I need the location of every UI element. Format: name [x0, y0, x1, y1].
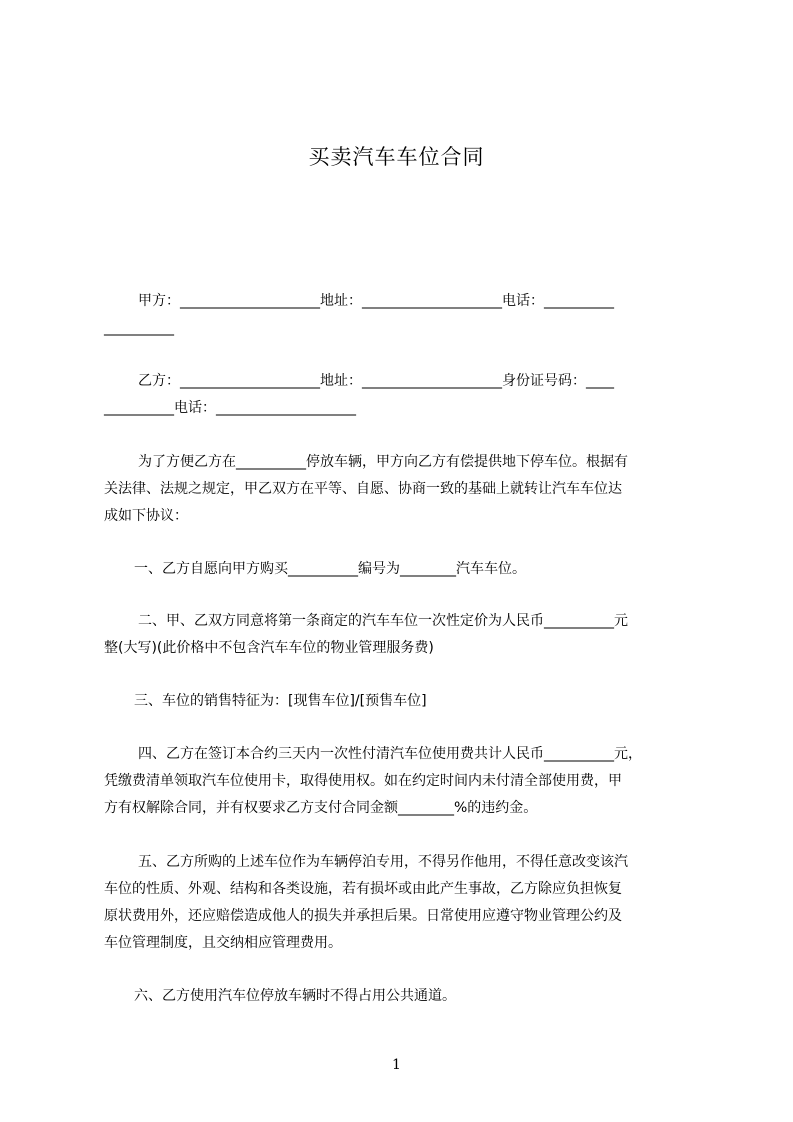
clause-4-line-2: 凭缴费清单领取汽车位使用卡，取得使用权。如在约定时间内未付清全部使用费，甲: [104, 773, 622, 789]
preamble-line-3: 成如下协议：: [104, 508, 188, 524]
party-a-line: 甲方：____________________地址：____________________电话：__________: [138, 293, 614, 309]
clause-3: 三、车位的销售特征为：[现售车位]/[预售车位]: [134, 693, 427, 709]
clause-2-line-2: 整(大写)(此价格中不包含汽车车位的物业管理服务费): [104, 640, 434, 656]
preamble-line-1: 为了方便乙方在__________停放车辆，甲方向乙方有偿提供地下停车位。根据有: [138, 454, 628, 470]
preamble-line-2: 关法律、法规之规定，甲乙双方在平等、自愿、协商一致的基础上就转让汽车车位达: [104, 481, 622, 497]
clause-4-line-1: 四、乙方在签订本合约三天内一次性付清汽车位使用费共计人民币__________元，: [138, 746, 642, 762]
page-title: 买卖汽车车位合同: [308, 145, 485, 169]
party-b-line-cont: __________电话：____________________: [104, 400, 356, 416]
clause-5-line-4: 车位管理制度，且交纳相应管理费用。: [104, 935, 342, 951]
party-b-line: 乙方：____________________地址：____________________身份证号码：____: [138, 373, 614, 389]
party-a-line-cont: __________: [104, 320, 174, 336]
clause-5-line-3: 原状费用外，还应赔偿造成他人的损失并承担后果。日常使用应遵守物业管理公约及: [104, 908, 622, 924]
clause-2-line-1: 二、甲、乙双方同意将第一条商定的汽车车位一次性定价为人民币__________元: [138, 613, 628, 629]
page-number: 1: [392, 1057, 401, 1073]
clause-5-line-1: 五、乙方所购的上述车位作为车辆停泊专用，不得另作他用，不得任意改变该汽: [138, 854, 628, 870]
clause-5-line-2: 车位的性质、外观、结构和各类设施，若有损坏或由此产生事故，乙方除应负担恢复: [104, 881, 622, 897]
clause-1: 一、乙方自愿向甲方购买__________编号为________汽车车位。: [134, 561, 526, 577]
clause-4-line-3: 方有权解除合同，并有权要求乙方支付合同金额________%的违约金。: [104, 800, 538, 816]
clause-6: 六、乙方使用汽车位停放车辆时不得占用公共通道。: [134, 988, 456, 1004]
